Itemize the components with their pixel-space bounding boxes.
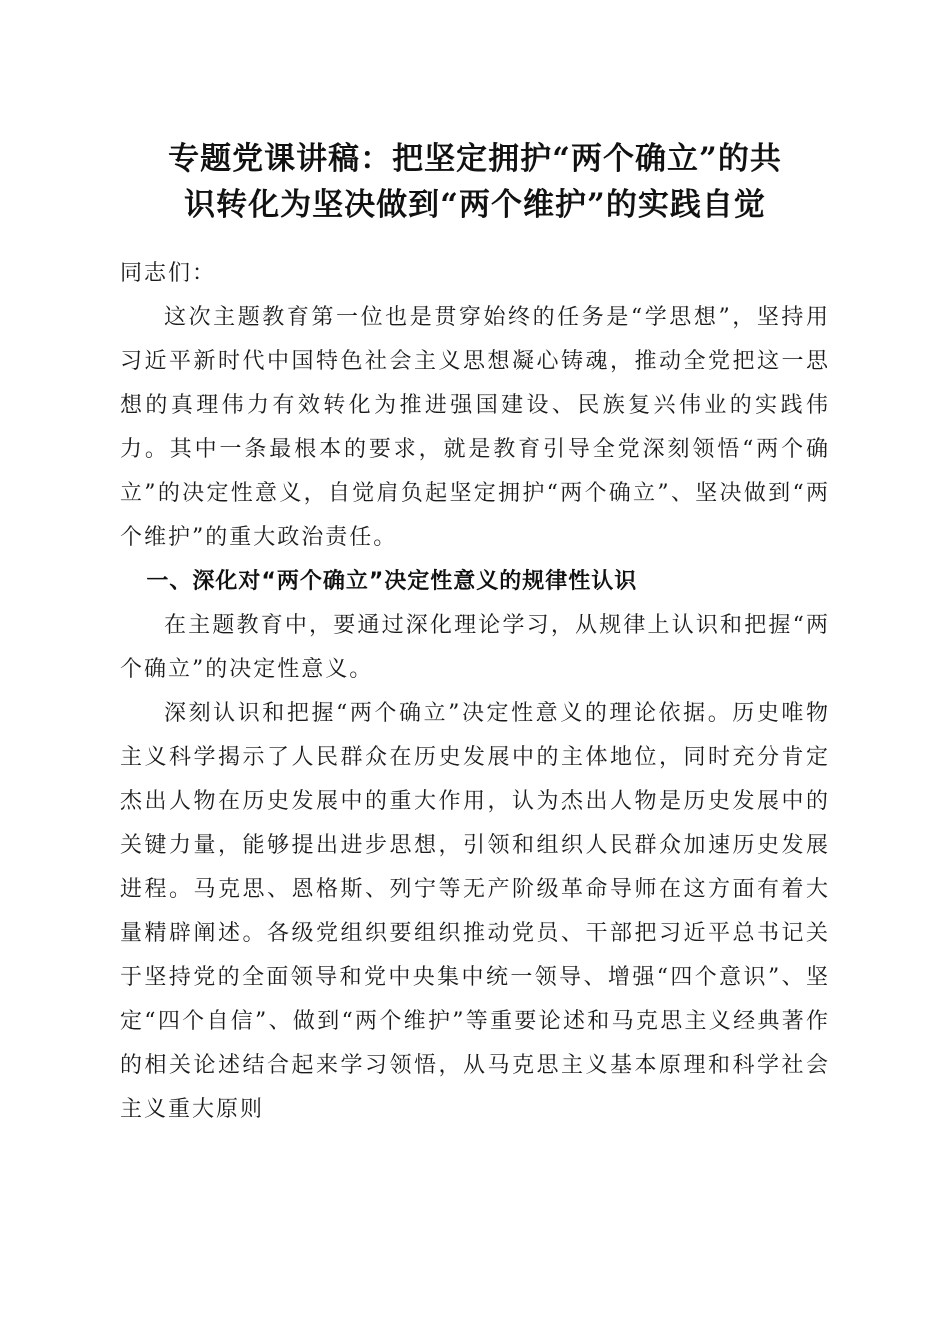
document-title [100, 136, 850, 228]
title-line-2: 识转化为坚决做到“两个维护”的实践自觉 [184, 187, 766, 223]
document-body [120, 252, 830, 1132]
title-line-1: 专题党课讲稿：把坚定拥护“两个确立”的共 [168, 141, 782, 177]
paragraph-2: 在主题教育中，要通过深化理论学习，从规律上认识和把握“两个确立”的决定性意义。 [120, 613, 830, 682]
greeting: 同志们： [120, 261, 217, 286]
paragraph-1: 这次主题教育第一位也是贯穿始终的任务是“学思想”，坚持用习近平新时代中国特色社会主义思想凝心铸魂，推动全党把这一思想的真理伟力有效转化为推进强国建设、民族复兴伟业的实践伟力。其中一条最根本的要求，就是教育引导全党深刻领悟“两个确立”的决定性意义，自觉肩负起坚定拥护“两个确立”、坚决做到“两个维护”的重大政治责任。 [120, 305, 830, 550]
paragraph-3: 深刻认识和把握“两个确立”决定性意义的理论依据。历史唯物主义科学揭示了人民群众在历史发展中的主体地位，同时充分肯定杰出人物在历史发展中的重大作用，认为杰出人物是历史发展中的关键力量，能够提出进步思想，引领和组织人民群众加速历史发展进程。马克思、恩格斯、列宁等无产阶级革命导师在这方面有着大量精辟阐述。各级党组织要组织推动党员、干部把习近平总书记关于坚持党的全面领导和党中央集中统一领导、增强“四个意识”、坚定“四个自信”、做到“两个维护”等重要论述和马克思主义经典著作的相关论述结合起来学习领悟，从马克思主义基本原理和科学社会主义重大原则 [120, 701, 830, 1122]
section-heading-1: 一、深化对“两个确立”决定性意义的规律性认识 [146, 569, 638, 594]
